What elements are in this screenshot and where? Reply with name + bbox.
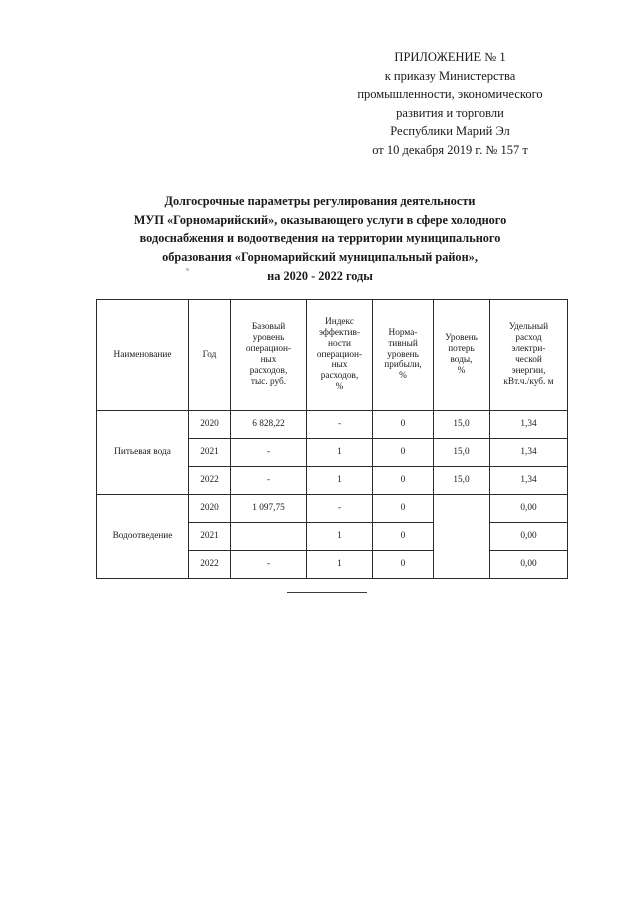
column-header-normative-profit: [373, 300, 434, 411]
cell-normative-profit: 0: [373, 551, 434, 579]
column-header-specific-energy: [490, 300, 568, 411]
section-separator-rule: [287, 592, 367, 593]
hdr-index-6: расходов,: [320, 371, 359, 382]
table-head: [97, 300, 568, 411]
cell-water-loss: 15,0: [434, 411, 490, 439]
cell-specific-energy: 0,00: [490, 495, 568, 523]
row-group-label-wastewater: Водоотведение: [97, 495, 189, 579]
column-header-name-line-1: Наименование: [113, 349, 172, 360]
header-line-2: к приказу Министерства: [384, 68, 516, 83]
column-header-name: [97, 300, 189, 411]
cell-index: 1: [307, 551, 373, 579]
cell-year: 2022: [189, 467, 231, 495]
cell-specific-energy: 0,00: [490, 523, 568, 551]
column-header-base-opex: [231, 300, 307, 411]
cell-normative-profit: 0: [373, 523, 434, 551]
cell-year: 2020: [189, 411, 231, 439]
cell-index: 1: [307, 467, 373, 495]
hdr-index-5: ных: [331, 360, 348, 371]
table-row: [97, 495, 568, 523]
hdr-index-7: %: [335, 382, 344, 393]
cell-year: 2020: [189, 495, 231, 523]
cell-normative-profit: 0: [373, 439, 434, 467]
header-line-1: ПРИЛОЖЕНИЕ № 1: [394, 50, 506, 64]
hdr-norm-4: прибыли,: [384, 360, 422, 371]
hdr-index-2: эффектив-: [319, 327, 360, 338]
hdr-norm-1: Норма-: [388, 327, 418, 338]
table-body: [97, 411, 568, 579]
hdr-spec-3: электри-: [511, 344, 546, 355]
document-title: [70, 192, 570, 285]
cell-specific-energy: 0,00: [490, 551, 568, 579]
cell-water-loss: 15,0: [434, 439, 490, 467]
document-header: [300, 48, 600, 159]
hdr-loss-3: воды,: [450, 355, 473, 365]
column-header-year-line-1: Год: [202, 349, 217, 360]
cell-index: 1: [307, 523, 373, 551]
parameters-table-wrapper: [96, 299, 554, 579]
hdr-base-3: операцион-: [245, 344, 292, 355]
hdr-loss-2: потерь: [448, 344, 475, 355]
column-header-year: [189, 300, 231, 411]
cell-base-opex: -: [231, 551, 307, 579]
hdr-loss-4: %: [457, 365, 466, 376]
cell-specific-energy: 1,34: [490, 439, 568, 467]
hdr-base-4: ных: [260, 355, 277, 365]
title-line-2: МУП «Горномарийский», оказывающего услуги в сфере холодного: [133, 212, 507, 227]
hdr-index-3: ности: [327, 338, 352, 349]
row-group-label-drinking-water: Питьевая вода: [97, 411, 189, 495]
column-header-water-loss: [434, 300, 490, 411]
cell-year: 2022: [189, 551, 231, 579]
title-line-3: водоснабжения и водоотведения на территории муниципального: [139, 231, 501, 246]
hdr-spec-1: Удельный: [508, 322, 549, 333]
cell-year: 2021: [189, 439, 231, 467]
table-row: [97, 411, 568, 439]
hdr-spec-2: расход: [515, 333, 542, 344]
cell-specific-energy: 1,34: [490, 411, 568, 439]
hdr-loss-1: Уровень: [445, 333, 478, 344]
cell-normative-profit: 0: [373, 467, 434, 495]
cell-base-opex: [231, 523, 307, 551]
header-line-5: Республики Марий Эл: [390, 124, 510, 138]
hdr-norm-3: уровень: [387, 349, 419, 360]
parameters-table: [96, 299, 568, 579]
table-header-row: [97, 300, 568, 411]
cell-base-opex: 1 097,75: [231, 495, 307, 523]
hdr-index-4: операцион-: [316, 349, 363, 360]
hdr-base-6: тыс. руб.: [250, 376, 287, 387]
cell-index: -: [307, 495, 373, 523]
hdr-base-2: уровень: [252, 333, 285, 344]
cell-specific-energy: 1,34: [490, 467, 568, 495]
title-line-1: Долгосрочные параметры регулирования деятельности: [164, 194, 476, 208]
hdr-norm-5: %: [399, 371, 407, 382]
cell-base-opex: -: [231, 439, 307, 467]
scan-speck: [186, 268, 189, 271]
cell-base-opex: -: [231, 467, 307, 495]
column-header-opex-efficiency-index: [307, 300, 373, 411]
cell-normative-profit: 0: [373, 495, 434, 523]
hdr-norm-2: тивный: [388, 338, 418, 349]
cell-index: -: [307, 411, 373, 439]
hdr-base-5: расходов,: [249, 365, 288, 376]
cell-index: 1: [307, 439, 373, 467]
hdr-spec-4: ческой: [515, 355, 542, 365]
header-line-4: развития и торговли: [396, 105, 504, 120]
hdr-spec-6: кВт.ч./куб. м: [503, 376, 554, 387]
cell-year: 2021: [189, 523, 231, 551]
cell-water-loss: 15,0: [434, 467, 490, 495]
hdr-spec-5: энергии,: [511, 365, 546, 376]
hdr-index-1: Индекс: [325, 316, 354, 327]
title-line-5: на 2020 - 2022 годы: [267, 268, 373, 283]
title-line-4: образования «Горномарийский муниципальный район»,: [162, 250, 478, 265]
cell-base-opex: 6 828,22: [231, 411, 307, 439]
header-line-6: от 10 декабря 2019 г. № 157 т: [372, 142, 528, 157]
cell-normative-profit: 0: [373, 411, 434, 439]
header-line-3: промышленности, экономического: [357, 87, 543, 101]
hdr-base-1: Базовый: [251, 322, 286, 333]
cell-water-loss-empty: [434, 495, 490, 579]
